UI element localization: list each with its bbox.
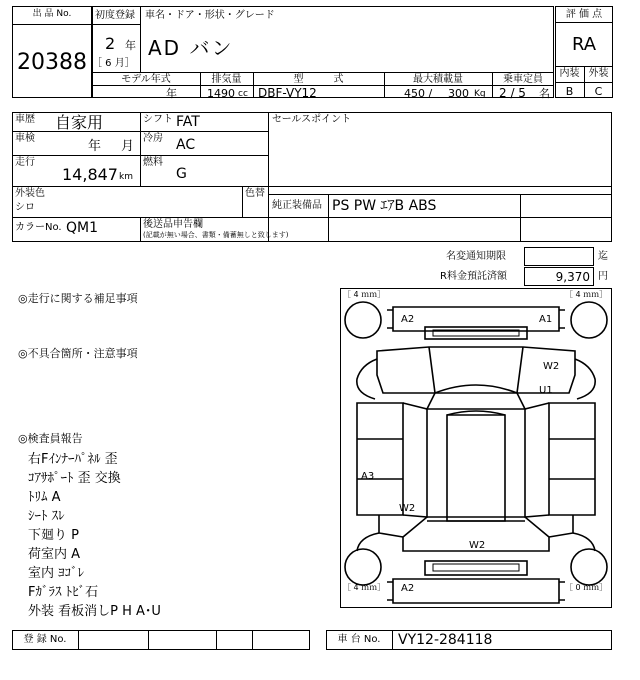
max-load-value: 450 /	[404, 87, 433, 100]
damage-mark-w2-rear-door: W2	[399, 503, 416, 514]
inspector-report-line: ﾄﾘﾑ A	[28, 490, 61, 505]
capacity-label: 乗車定員	[503, 74, 543, 85]
inspector-report-line: 右Fｲﾝﾅｰﾊﾟﾈﾙ 歪	[28, 452, 118, 467]
model-year-unit: 年	[166, 87, 177, 100]
car-outline	[341, 289, 611, 607]
recycle-label: R料金預託済額	[440, 271, 507, 282]
name-change-label: 名変通知期限	[446, 251, 506, 262]
damage-mark-u1: U1	[539, 385, 553, 396]
inspector-report-line: ｼｰﾄ ｽﾚ	[28, 509, 65, 524]
damage-mark-a1-front: A1	[539, 314, 553, 325]
exterior-grade: C	[594, 85, 603, 98]
inspector-report-line: 荷室内 A	[28, 547, 81, 562]
type-value: DBF-VY12	[258, 86, 317, 100]
displacement-value: 1490	[207, 87, 235, 100]
interior-label: 内装	[559, 68, 580, 79]
tire-rear-right-depth: ［ 0 ｍｍ］	[565, 583, 608, 592]
capacity-value: 2 / 5	[499, 86, 526, 100]
name-change-box	[524, 247, 594, 266]
shift-label: シフト	[143, 114, 173, 125]
year-unit: 年	[125, 39, 136, 52]
registration-number-label: 登 録 No.	[23, 634, 67, 645]
equipment-value: PS PW ｴｱB ABS	[332, 198, 437, 214]
mileage-unit: km	[119, 172, 133, 182]
color-no-value: QM1	[66, 220, 99, 236]
damage-mark-a3: A3	[361, 471, 375, 482]
inspection-year: 年	[88, 139, 102, 154]
capacity-unit: 名	[539, 87, 550, 100]
model-year-label: モデル年式	[121, 74, 171, 85]
shift-value: FAT	[176, 114, 200, 130]
shipping-label: 後送品申告欄	[143, 219, 203, 230]
inspector-report-line: ｺｱｻﾎﾟｰﾄ 歪 交換	[28, 471, 121, 486]
recycle-value: 9,370	[555, 270, 590, 284]
max-load-unit: Kg	[474, 89, 486, 99]
first-reg-year: 2	[105, 34, 116, 53]
damage-diagram	[340, 288, 612, 608]
inspection-month: 月	[121, 139, 135, 154]
fuel-value: G	[176, 166, 187, 182]
name-label: 車名・ドア・形状・グレード	[145, 10, 275, 21]
damage-mark-w2-roof: W2	[469, 540, 486, 551]
lot-number: 20388	[17, 50, 87, 75]
driving-notes-title: ◎走行に関する補足事項	[18, 292, 138, 305]
sales-point-label: セールスポイント	[272, 114, 352, 125]
aircon-value: AC	[176, 137, 196, 153]
chassis-number-value: VY12-284118	[398, 632, 493, 648]
fuel-label: 燃料	[143, 157, 163, 168]
lot-label: 出 品 No.	[32, 9, 72, 19]
recycle-unit: 円	[598, 271, 608, 282]
damage-mark-a2-front: A2	[401, 314, 415, 325]
grade-label: 評 価 点	[565, 9, 603, 20]
shipping-note: (記載が無い場合、書類・備蓄無しと致します)	[143, 231, 289, 239]
grade-value: RA	[571, 34, 597, 55]
equipment-label: 純正装備品	[272, 200, 322, 211]
damage-mark-a2-rear: A2	[401, 583, 415, 594]
chassis-number-label: 車 台 No.	[337, 634, 381, 645]
first-reg-month: ［ 6 月］	[92, 58, 135, 69]
recolor-label: 色替	[245, 188, 265, 199]
max-load-value-b: 300	[448, 87, 469, 100]
tire-front-right-depth: ［ 4 ｍｍ］	[565, 290, 608, 299]
history-label: 車歴	[15, 114, 35, 125]
color-no-label: カラーNo.	[15, 222, 62, 233]
car-name: AD バン	[148, 36, 234, 60]
mileage-label: 走行	[15, 157, 35, 168]
inspector-report-line: 外装 看板消しP H A･U	[28, 604, 161, 619]
inspector-report-title: ◎検査員報告	[18, 432, 83, 445]
inspector-report-line: 室内 ﾖｺﾞﾚ	[28, 566, 85, 581]
mileage-value: 14,847	[62, 165, 118, 184]
tire-rear-left-depth: ［ 4 ｍｍ］	[343, 583, 386, 592]
name-change-unit: 迄	[598, 251, 608, 262]
inspector-report-line: Fｶﾞﾗｽ ﾄﾋﾞ石	[28, 585, 99, 600]
color-value: シロ	[15, 202, 35, 213]
history-value: 自家用	[55, 113, 104, 132]
defects-notes-title: ◎不具合箇所・注意事項	[18, 347, 138, 360]
inspector-report-line: 下廻り P	[28, 528, 79, 543]
interior-grade: B	[565, 85, 574, 98]
displacement-label: 排気量	[211, 74, 242, 85]
tire-front-left-depth: ［ 4 ｍｍ］	[343, 290, 386, 299]
max-load-label: 最大積載量	[413, 74, 463, 85]
type-label: 型 式	[293, 74, 344, 85]
color-label: 外装色	[15, 188, 45, 199]
first-reg-label: 初度登録	[95, 10, 135, 21]
damage-mark-w2-fender: W2	[543, 361, 560, 372]
displacement-unit: cc	[238, 89, 248, 99]
inspection-label: 車検	[15, 133, 35, 144]
exterior-label: 外装	[588, 68, 609, 79]
aircon-label: 冷房	[143, 133, 163, 144]
